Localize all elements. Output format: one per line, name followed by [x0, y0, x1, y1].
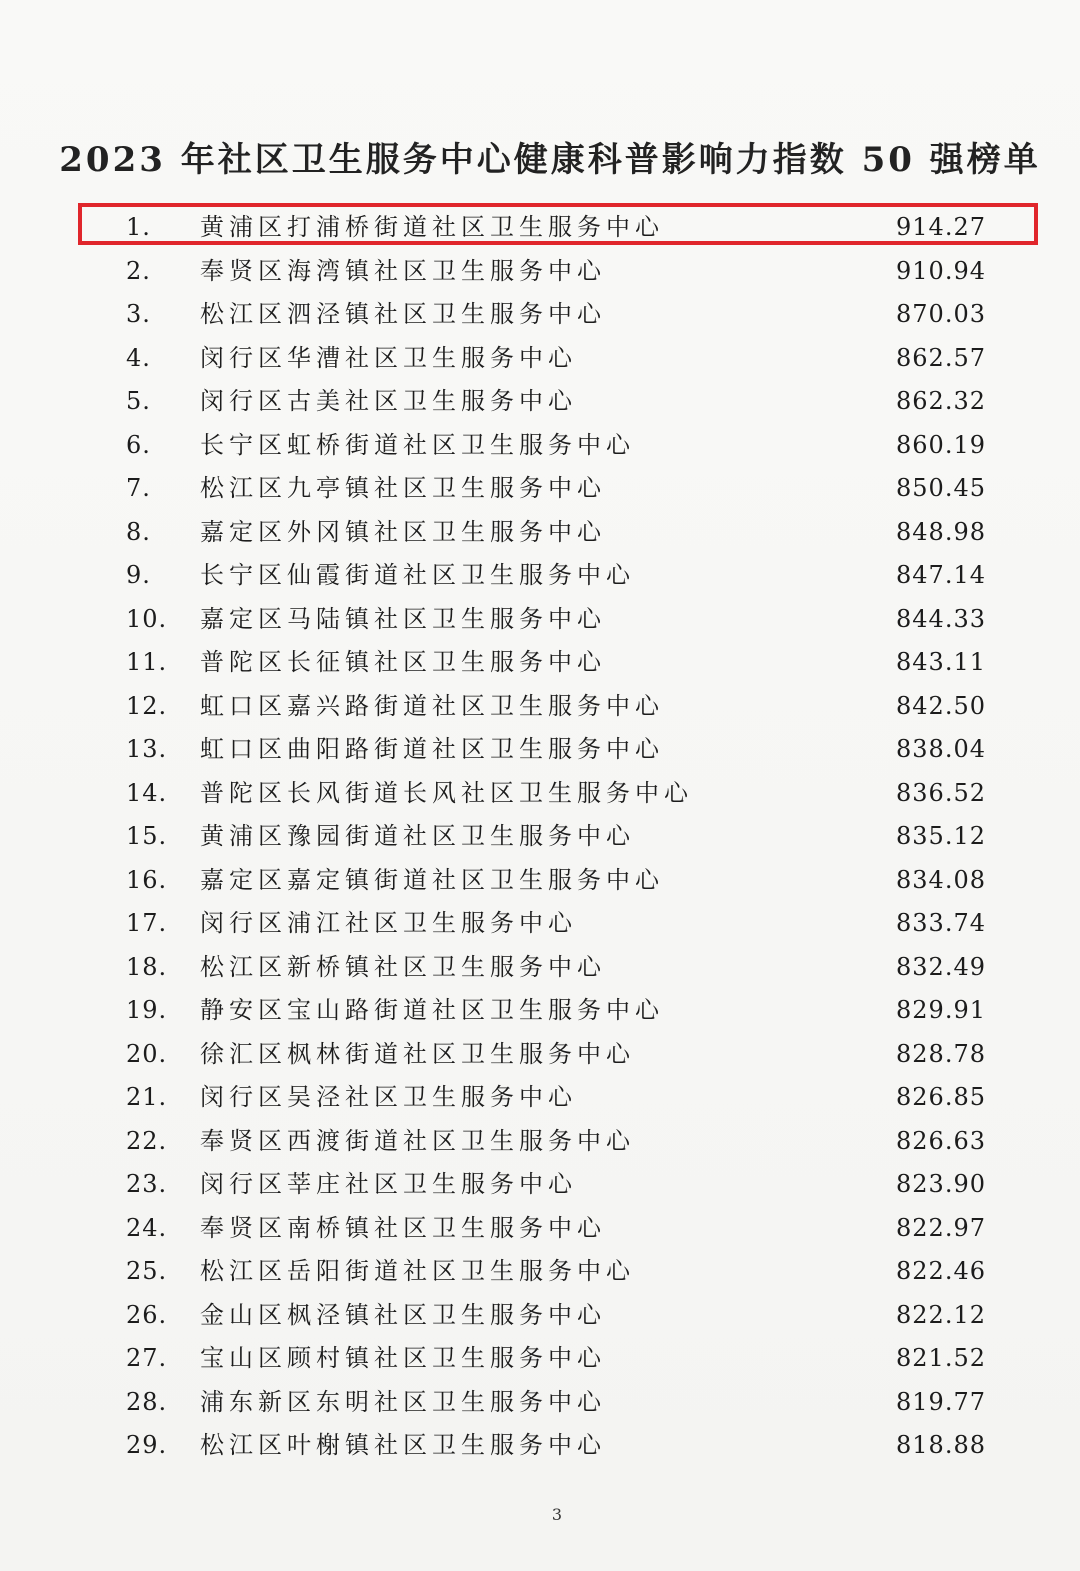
center-name: 黄浦区豫园街道社区卫生服务中心 — [200, 822, 635, 850]
center-name: 奉贤区海湾镇社区卫生服务中心 — [200, 256, 606, 285]
rank-number: 4. — [126, 343, 151, 372]
rank-number: 27. — [126, 1344, 168, 1372]
list-item — [0, 641, 1080, 685]
rank-number: 17. — [126, 909, 168, 937]
rank-number: 11. — [126, 648, 168, 676]
index-score: 826.85 — [896, 1083, 986, 1111]
list-item — [0, 815, 1080, 859]
list-item — [0, 206, 1080, 250]
center-name: 闵行区莘庄社区卫生服务中心 — [200, 1170, 577, 1198]
list-item — [0, 598, 1080, 642]
index-score: 822.46 — [896, 1257, 986, 1285]
index-score: 838.04 — [896, 735, 986, 763]
rank-number: 2. — [126, 256, 151, 285]
rank-number: 20. — [126, 1039, 168, 1068]
index-score: 844.33 — [896, 604, 986, 633]
center-name: 静安区宝山路街道社区卫生服务中心 — [200, 996, 664, 1024]
center-name: 嘉定区嘉定镇街道社区卫生服务中心 — [200, 865, 664, 894]
rank-number: 5. — [126, 387, 151, 415]
list-item — [0, 1163, 1080, 1207]
index-score: 834.08 — [896, 865, 986, 894]
index-score: 862.57 — [896, 343, 986, 372]
center-name: 长宁区仙霞街道社区卫生服务中心 — [200, 561, 635, 589]
center-name: 闵行区华漕社区卫生服务中心 — [200, 343, 577, 372]
rank-number: 1. — [126, 213, 151, 241]
center-name: 嘉定区马陆镇社区卫生服务中心 — [200, 604, 606, 633]
index-score: 860.19 — [896, 430, 986, 459]
rank-number: 24. — [126, 1213, 168, 1242]
rank-number: 14. — [126, 778, 168, 807]
list-item — [0, 1337, 1080, 1381]
center-name: 宝山区顾村镇社区卫生服务中心 — [200, 1344, 606, 1372]
center-name: 松江区岳阳街道社区卫生服务中心 — [200, 1257, 635, 1285]
page-number: 3 — [551, 1505, 563, 1524]
index-score: 835.12 — [896, 822, 986, 850]
index-score: 832.49 — [896, 952, 986, 981]
list-item — [0, 685, 1080, 729]
index-score: 910.94 — [896, 256, 986, 285]
center-name: 黄浦区打浦桥街道社区卫生服务中心 — [200, 213, 664, 241]
ranking-list — [0, 206, 1080, 1468]
rank-number: 6. — [126, 430, 151, 459]
list-item — [0, 424, 1080, 468]
index-score: 828.78 — [896, 1039, 986, 1068]
center-name: 松江区泗泾镇社区卫生服务中心 — [200, 300, 606, 328]
center-name: 长宁区虹桥街道社区卫生服务中心 — [200, 430, 635, 459]
list-item — [0, 728, 1080, 772]
index-score: 822.12 — [896, 1300, 986, 1329]
rank-number: 8. — [126, 517, 151, 546]
center-name: 浦东新区东明社区卫生服务中心 — [200, 1387, 606, 1416]
rank-number: 16. — [126, 865, 168, 894]
rank-number: 19. — [126, 996, 168, 1024]
list-item — [0, 1250, 1080, 1294]
list-item — [0, 1207, 1080, 1251]
list-item — [0, 293, 1080, 337]
center-name: 徐汇区枫林街道社区卫生服务中心 — [200, 1039, 635, 1068]
center-name: 虹口区嘉兴路街道社区卫生服务中心 — [200, 691, 664, 720]
rank-number: 9. — [126, 561, 151, 589]
center-name: 虹口区曲阳路街道社区卫生服务中心 — [200, 735, 664, 763]
center-name: 闵行区吴泾社区卫生服务中心 — [200, 1083, 577, 1111]
center-name: 闵行区浦江社区卫生服务中心 — [200, 909, 577, 937]
rank-number: 23. — [126, 1170, 168, 1198]
index-score: 821.52 — [896, 1344, 986, 1372]
list-item — [0, 902, 1080, 946]
list-item — [0, 859, 1080, 903]
index-score: 862.32 — [896, 387, 986, 415]
list-item — [0, 1076, 1080, 1120]
rank-number: 7. — [126, 474, 151, 502]
center-name: 嘉定区外冈镇社区卫生服务中心 — [200, 517, 606, 546]
index-score: 843.11 — [896, 648, 986, 676]
list-item — [0, 946, 1080, 990]
center-name: 普陀区长风街道长风社区卫生服务中心 — [200, 778, 693, 807]
center-name: 松江区九亭镇社区卫生服务中心 — [200, 474, 606, 502]
rank-number: 21. — [126, 1083, 168, 1111]
list-item — [0, 380, 1080, 424]
index-score: 823.90 — [896, 1170, 986, 1198]
list-item — [0, 1294, 1080, 1338]
list-item — [0, 250, 1080, 294]
center-name: 闵行区古美社区卫生服务中心 — [200, 387, 577, 415]
rank-number: 25. — [126, 1257, 168, 1285]
list-item — [0, 554, 1080, 598]
index-score: 829.91 — [896, 996, 986, 1024]
rank-number: 13. — [126, 735, 168, 763]
rank-number: 26. — [126, 1300, 168, 1329]
list-item — [0, 772, 1080, 816]
index-score: 848.98 — [896, 517, 986, 546]
index-score: 818.88 — [896, 1431, 986, 1459]
rank-number: 12. — [126, 691, 168, 720]
list-item — [0, 511, 1080, 555]
list-item — [0, 1120, 1080, 1164]
index-score: 822.97 — [896, 1213, 986, 1242]
rank-number: 18. — [126, 952, 168, 981]
center-name: 奉贤区西渡街道社区卫生服务中心 — [200, 1126, 635, 1155]
index-score: 847.14 — [896, 561, 986, 589]
rank-number: 22. — [126, 1126, 168, 1155]
rank-number: 3. — [126, 300, 151, 328]
rank-number: 29. — [126, 1431, 168, 1459]
page-title: 2023 年社区卫生服务中心健康科普影响力指数 50 强榜单 — [59, 140, 1041, 180]
rank-number: 28. — [126, 1387, 168, 1416]
center-name: 普陀区长征镇社区卫生服务中心 — [200, 648, 606, 676]
list-item — [0, 1381, 1080, 1425]
index-score: 836.52 — [896, 778, 986, 807]
center-name: 金山区枫泾镇社区卫生服务中心 — [200, 1300, 606, 1329]
list-item — [0, 337, 1080, 381]
index-score: 833.74 — [896, 909, 986, 937]
index-score: 826.63 — [896, 1126, 986, 1155]
center-name: 奉贤区南桥镇社区卫生服务中心 — [200, 1213, 606, 1242]
index-score: 850.45 — [896, 474, 986, 502]
center-name: 松江区新桥镇社区卫生服务中心 — [200, 952, 606, 981]
list-item — [0, 1033, 1080, 1077]
list-item — [0, 1424, 1080, 1468]
index-score: 842.50 — [896, 691, 986, 720]
index-score: 819.77 — [896, 1387, 986, 1416]
rank-number: 10. — [126, 604, 168, 633]
list-item — [0, 989, 1080, 1033]
index-score: 914.27 — [896, 213, 986, 241]
list-item — [0, 467, 1080, 511]
rank-number: 15. — [126, 822, 168, 850]
index-score: 870.03 — [896, 300, 986, 328]
center-name: 松江区叶榭镇社区卫生服务中心 — [200, 1431, 606, 1459]
